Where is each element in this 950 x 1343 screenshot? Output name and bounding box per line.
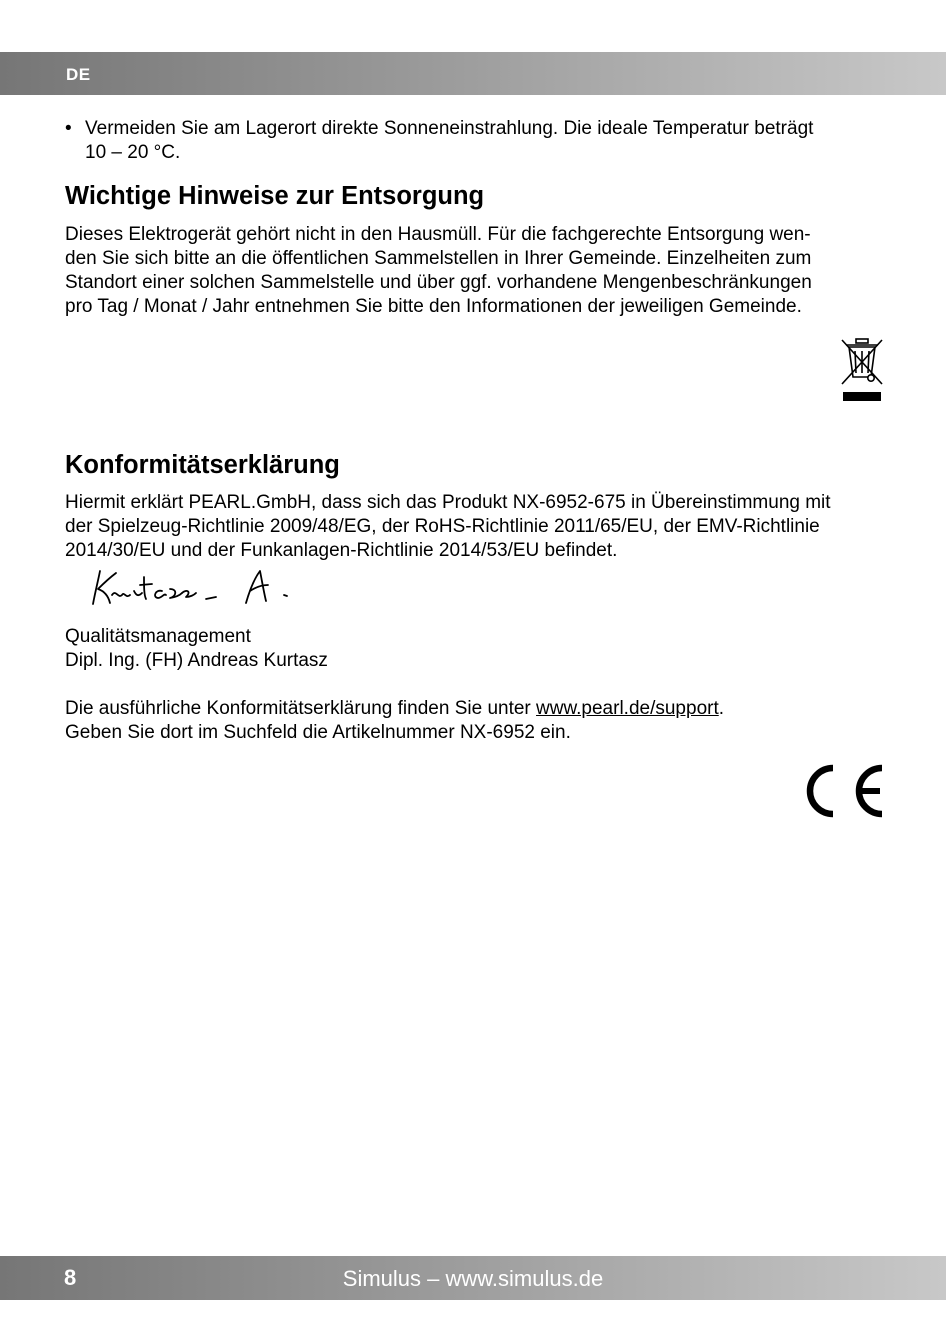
conformity-paragraph xyxy=(65,491,895,563)
ce-mark-icon xyxy=(796,758,886,824)
conformity-line: Hiermit erklärt PEARL.GmbH, dass sich das Produkt NX-6952-675 in Übereinstimmung mit xyxy=(65,492,831,513)
search-instruction: Geben Sie dort im Suchfeld die Artikelnummer NX-6952 ein. xyxy=(65,722,571,743)
support-block xyxy=(65,697,895,745)
language-label: DE xyxy=(66,65,91,84)
footer-brand: Simulus – www.simulus.de xyxy=(342,1266,604,1291)
conformity-line: 2014/30/EU und der Funkanlagen-Richtlinie 2014/53/EU befindet. xyxy=(65,540,618,561)
support-prefix: Die ausführliche Konformitätserklärung finden Sie unter xyxy=(65,698,537,719)
header-bar xyxy=(0,52,946,95)
signature xyxy=(86,565,301,607)
conformity-line: der Spielzeug-Richtlinie 2009/48/EG, der RoHS-Richtlinie 2011/65/EU, der EMV-Richtlinie xyxy=(65,516,820,537)
disposal-line: den Sie sich bitte an die öffentlichen Sammelstellen in Ihrer Gemeinde. Einzelheiten zum xyxy=(65,248,812,269)
support-link[interactable]: www.pearl.de/support xyxy=(536,698,719,719)
storage-bullet xyxy=(65,117,895,165)
bullet-dot: • xyxy=(65,118,72,139)
disposal-line: Dieses Elektrogerät gehört nicht in den Hausmüll. Für die fachgerechte Entsorgung wen- xyxy=(65,224,811,245)
page-content xyxy=(65,117,895,745)
weee-crossed-bin-icon xyxy=(839,337,885,405)
disposal-line: pro Tag / Monat / Jahr entnehmen Sie bitte den Informationen der jeweiligen Gemeinde. xyxy=(65,296,802,317)
storage-line-1: Vermeiden Sie am Lagerort direkte Sonneneinstrahlung. Die ideale Temperatur beträgt xyxy=(85,118,814,139)
disposal-paragraph xyxy=(65,223,895,319)
footer-bar xyxy=(0,1256,946,1300)
disposal-heading: Wichtige Hinweise zur Entsorgung xyxy=(65,182,485,210)
storage-line-2: 10 – 20 °C. xyxy=(85,142,181,163)
support-line xyxy=(65,697,895,721)
disposal-line: Standort einer solchen Sammelstelle und über ggf. vorhandene Mengenbeschränkungen xyxy=(65,272,812,293)
conformity-heading: Konformitätserklärung xyxy=(65,451,340,479)
signatory-name: Dipl. Ing. (FH) Andreas Kurtasz xyxy=(65,650,328,671)
page-number: 8 xyxy=(64,1265,77,1290)
signatory-role: Qualitätsmanagement xyxy=(65,626,251,647)
signatory-block xyxy=(65,625,895,673)
support-suffix: . xyxy=(718,698,725,719)
